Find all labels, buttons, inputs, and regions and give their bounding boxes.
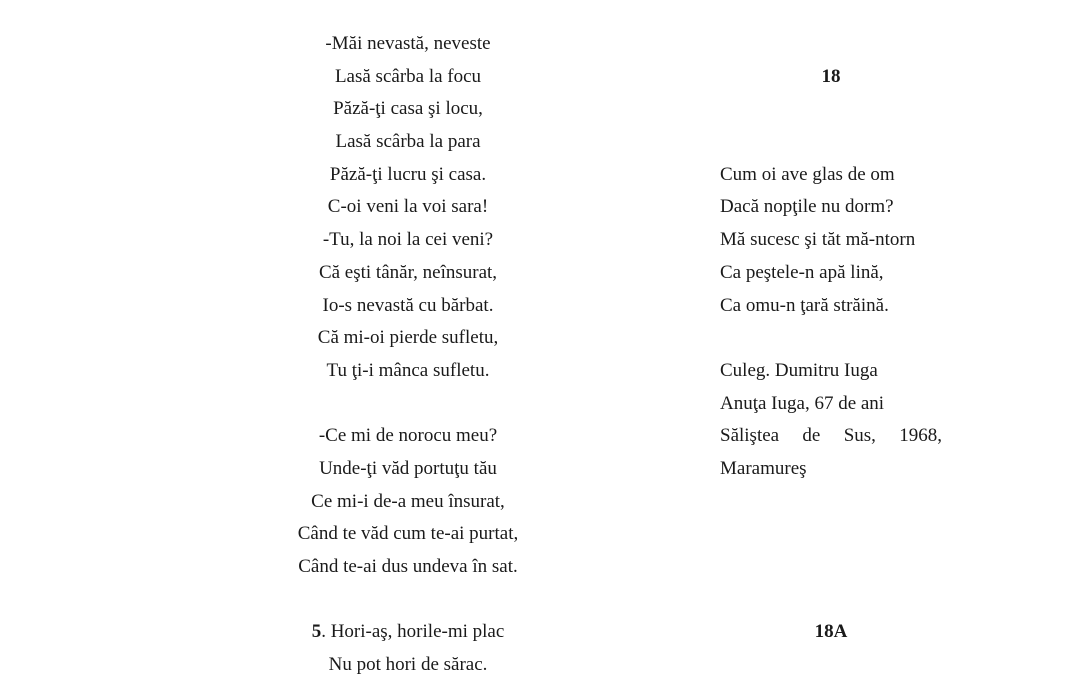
spacer <box>720 551 942 584</box>
poem-line: Nu pot hori de sărac. <box>328 654 488 676</box>
poem-line-text: . Hori-aş, horile-mi plac <box>321 621 505 643</box>
stanza-gap <box>720 322 942 355</box>
source-place: Săliştea de Sus, 1968, <box>720 425 942 447</box>
stanza-gap <box>258 388 558 421</box>
poem-line: Ce mi-i de-a meu însurat, <box>311 490 505 512</box>
poem-line: C-oi veni la voi sara! <box>327 196 489 218</box>
poem-line: Mă sucesc şi tăt mă-ntorn <box>720 229 916 251</box>
poem-heading-18: 18 <box>821 65 841 87</box>
poem-line: Cum oi ave glas de om <box>720 163 895 185</box>
right-column <box>720 28 942 649</box>
poem-line: Când te văd cum te-ai purtat, <box>297 523 519 545</box>
spacer <box>720 93 942 126</box>
poem-line: Tu ţi-i mânca sufletu. <box>326 359 490 381</box>
poem-number: 5 <box>311 621 322 643</box>
poem-line: Dacă nopţile nu dorm? <box>720 196 894 218</box>
stanza-gap <box>258 584 558 617</box>
poem-heading-18a: 18A <box>814 621 848 643</box>
poem-line: Unde-ţi văd portuţu tău <box>319 457 497 479</box>
poem-line: -Ce mi de norocu meu? <box>318 425 498 447</box>
poem-line: -Măi nevastă, neveste <box>325 33 491 54</box>
spacer <box>720 28 942 61</box>
poem-line: Că eşti tânăr, neînsurat, <box>318 261 498 283</box>
poem-line: Lasă scârba la focu <box>334 65 482 87</box>
poem-line: -Tu, la noi la cei veni? <box>322 229 494 251</box>
spacer <box>720 518 942 551</box>
poem-line: Păză-ţi casa şi locu, <box>333 98 483 120</box>
poem-line: Când te-ai dus undeva în sat. <box>298 556 518 577</box>
poem-line: Lasă scârba la para <box>335 131 481 153</box>
poem-line: Că mi-oi pierde sufletu, <box>317 327 499 349</box>
source-collector: Culeg. Dumitru Iuga <box>720 359 878 381</box>
spacer <box>720 126 942 159</box>
left-column <box>258 28 558 682</box>
spacer <box>720 486 942 519</box>
poem-line: Ca peştele-n apă lină, <box>720 261 884 283</box>
source-region: Maramureş <box>720 457 807 479</box>
poem-line: Io-s nevastă cu bărbat. <box>322 294 494 316</box>
poem-line: Ca omu-n ţară străină. <box>720 294 889 316</box>
spacer <box>720 584 942 617</box>
poem-line: Păză-ţi lucru şi casa. <box>329 163 487 185</box>
source-informant: Anuţa Iuga, 67 de ani <box>720 392 885 414</box>
poem-5-first-line <box>258 616 558 649</box>
